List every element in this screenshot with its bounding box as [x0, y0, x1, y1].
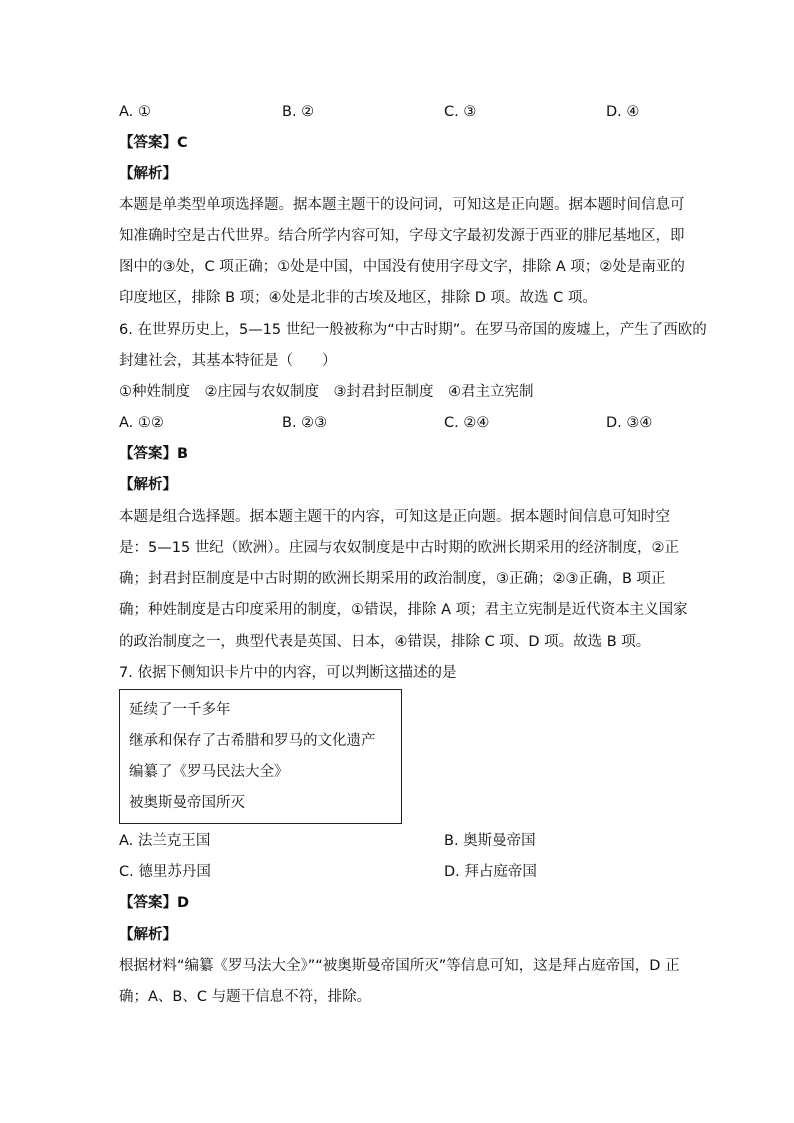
- q5-answer: 【答案】C: [119, 135, 188, 151]
- q7-analysis-line: 根据材料“编纂《罗马法大全》”“被奥斯曼帝国所灭”等信息可知，这是拜占庭帝国，D 正: [119, 958, 680, 974]
- q7-answer: 【答案】D: [119, 895, 190, 911]
- q6-analysis-label: 【解析】: [119, 477, 177, 493]
- q7-stem: 7. 依据下侧知识卡片中的内容，可以判断这描述的是: [119, 665, 457, 681]
- q6-analysis-line: 确；封君封臣制度是中古时期的欧洲长期采用的政治制度，③正确；②③正确，B 项正: [119, 571, 666, 587]
- q5-option-d: D. ④: [606, 104, 640, 120]
- q6-option-b: B. ②③: [282, 415, 328, 431]
- q5-analysis-line: 印度地区，排除 B 项；④处是北非的古埃及地区，排除 D 项。故选 C 项。: [119, 290, 597, 306]
- card-line: 被奥斯曼帝国所灭: [129, 795, 245, 811]
- card-line: 延续了一千多年: [129, 702, 231, 718]
- q5-analysis-line: 本题是单类型单项选择题。据本题主题干的设问词，可知这是正向题。据本题时间信息可: [119, 197, 685, 213]
- q6-option-c: C. ②④: [444, 415, 490, 431]
- q5-analysis-line: 知准确时空是古代世界。结合所学内容可知，字母文字最初发源于西亚的腓尼基地区，即: [119, 228, 685, 244]
- card-line: 继承和保存了古希腊和罗马的文化遗产: [129, 733, 376, 749]
- q6-analysis-line: 是：5—15 世纪（欧洲）。庄园与农奴制度是中古时期的欧洲长期采用的经济制度，②正: [119, 540, 680, 556]
- q6-option-d: D. ③④: [606, 415, 653, 431]
- q7-analysis-line: 确；A、B、C 与题干信息不符，排除。: [119, 989, 372, 1005]
- q5-option-c: C. ③: [444, 104, 477, 120]
- q6-analysis-line: 的政治制度之一，典型代表是英国、日本，④错误，排除 C 项、D 项。故选 B 项。: [119, 634, 651, 650]
- q7-option-d: D. 拜占庭帝国: [444, 864, 537, 880]
- q7-option-b: B. 奥斯曼帝国: [444, 833, 536, 849]
- q6-option-a: A. ①②: [119, 415, 164, 431]
- knowledge-card: [119, 689, 402, 824]
- q7-option-a: A. 法兰克王国: [119, 833, 211, 849]
- q7-option-c: C. 德里苏丹国: [119, 864, 211, 880]
- q5-option-a: A. ①: [119, 104, 151, 120]
- q5-option-b: B. ②: [282, 104, 315, 120]
- q5-analysis-line: 图中的③处，C 项正确；①处是中国，中国没有使用字母文字，排除 A 项；②处是南亚的: [119, 259, 685, 275]
- q6-analysis-line: 本题是组合选择题。据本题主题干的内容，可知这是正向题。据本题时间信息可知时空: [119, 509, 670, 525]
- card-line: 编纂了《罗马民法大全》: [129, 764, 289, 780]
- q6-answer: 【答案】B: [119, 446, 189, 462]
- q6-analysis-line: 确；种姓制度是古印度采用的制度，①错误，排除 A 项；君主立宪制是近代资本主义国家: [119, 602, 688, 618]
- q6-items: ①种姓制度 ②庄园与农奴制度 ③封君封臣制度 ④君主立宪制: [119, 384, 534, 400]
- q6-stem-line: 封建社会，其基本特征是（ ）: [119, 353, 337, 369]
- q5-analysis-label: 【解析】: [119, 166, 177, 182]
- q7-analysis-label: 【解析】: [119, 927, 177, 943]
- q6-stem-line: 6. 在世界历史上，5—15 世纪一般被称为“中古时期”。在罗马帝国的废墟上，产生了西欧的: [119, 322, 707, 338]
